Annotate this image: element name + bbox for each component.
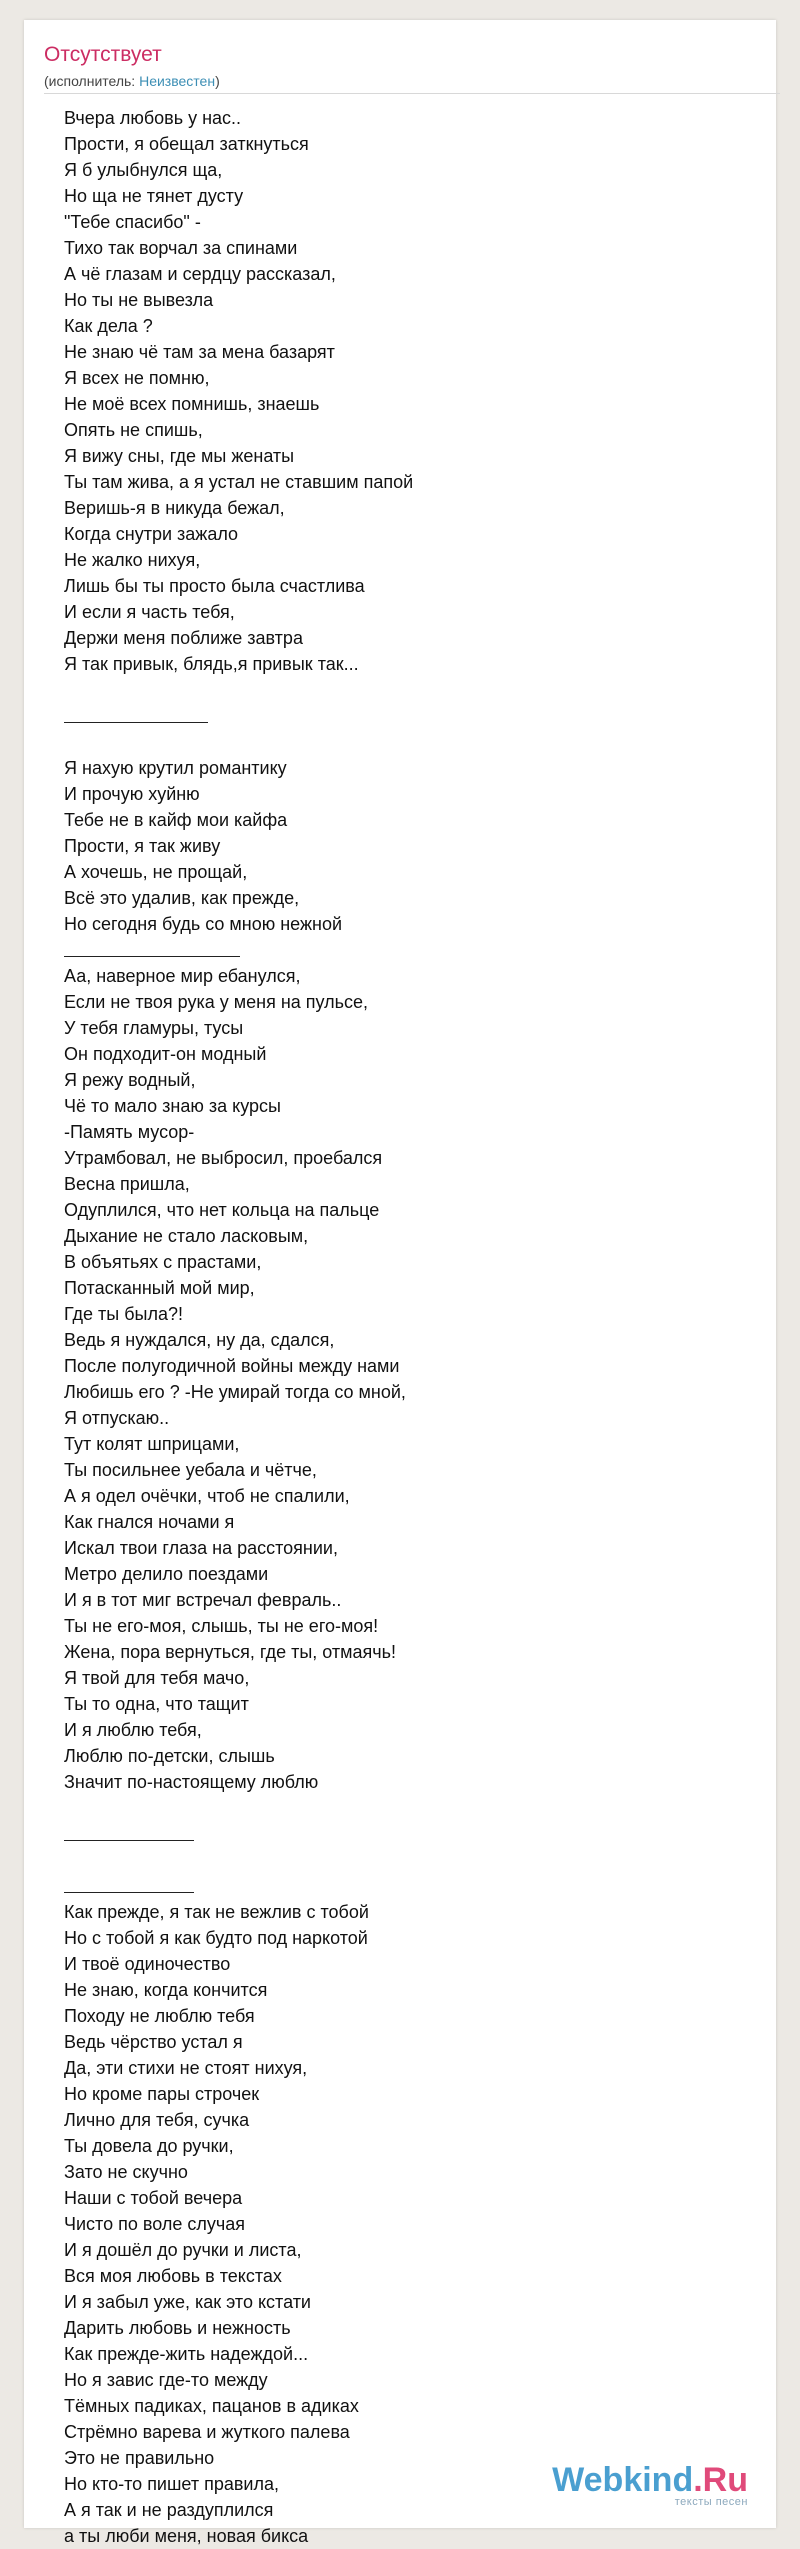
song-title: Отсутствует [44, 43, 162, 66]
lyric-line: Жена, пора вернуться, где ты, отмаячь! [64, 1642, 397, 1662]
lyric-line: Ты то одна, что тащит [64, 1694, 249, 1714]
site-logo[interactable] [552, 2462, 748, 2508]
lyric-line: Тут колят шприцами, [64, 1434, 240, 1454]
lyric-line: И я в тот миг встречал февраль.. [64, 1590, 342, 1610]
lyric-line: -Память мусор- [64, 1122, 195, 1142]
lyric-line: И если я часть тебя, [64, 602, 235, 622]
verse-divider-3 [64, 1821, 756, 1847]
lyric-line: Как прежде, я так не вежлив с тобой [64, 1902, 369, 1922]
artist-suffix: ) [215, 73, 220, 89]
verse-divider-1 [64, 703, 756, 729]
lyric-line: а ты люби меня, новая бикса [64, 2526, 309, 2546]
lyrics-card [24, 20, 776, 2546]
lyric-line: Я отпускаю.. [64, 1408, 170, 1428]
lyric-line: Значит по-настоящему люблю [64, 1772, 319, 1792]
blank-line [64, 729, 756, 755]
lyric-line: Не знаю, когда кончится [64, 1980, 268, 2000]
lyric-line: В объятьях с прастами, [64, 1252, 262, 1272]
lyric-line: Тихо так ворчал за спинами [64, 238, 298, 258]
lyric-line: Аа, наверное мир ебанулся, [64, 966, 301, 986]
logo-brand-main: Webkind [552, 2461, 694, 2499]
lyric-line: Я нахую крутил романтику [64, 758, 287, 778]
logo-tagline: тексты песен [674, 2496, 748, 2508]
lyric-line: Я так привык, блядь,я привык так... [64, 654, 359, 674]
verse-block-3 [64, 963, 756, 1795]
lyric-line: Но с тобой я как будто под наркотой [64, 1928, 368, 1948]
verse-block-4 [64, 1899, 756, 2549]
lyric-line: Но я завис где-то между [64, 2370, 268, 2390]
lyric-line: И я забыл уже, как это кстати [64, 2292, 311, 2312]
lyric-line: Не знаю чё там за мена базарят [64, 342, 335, 362]
lyric-line: Лишь бы ты просто была счастлива [64, 576, 365, 596]
lyric-line: Я всех не помню, [64, 368, 210, 388]
lyric-line: Как прежде-жить надеждой... [64, 2344, 309, 2364]
lyric-line: Но сегодня будь со мною нежной [64, 914, 343, 934]
lyric-line: И прочую хуйню [64, 784, 200, 804]
lyric-line: Стрёмно варева и жуткого палева [64, 2422, 350, 2442]
artist-line [44, 72, 756, 90]
lyric-line: Искал твои глаза на расстоянии, [64, 1538, 338, 1558]
lyric-line: Тебе не в кайф мои кайфа [64, 810, 288, 830]
lyric-line: Ты посильнее уебала и чётче, [64, 1460, 317, 1480]
lyric-line: "Тебе спасибо" - [64, 212, 201, 232]
lyric-line: Дарить любовь и нежность [64, 2318, 291, 2338]
lyric-line: Но кто-то пишет правила, [64, 2474, 279, 2494]
lyric-line: Прости, я обещал заткнуться [64, 134, 309, 154]
artist-link[interactable]: Неизвестен [139, 73, 216, 89]
lyric-line: У тебя гламуры, тусы [64, 1018, 244, 1038]
lyric-line: Ведь я нуждался, ну да, сдался, [64, 1330, 335, 1350]
artist-prefix: (исполнитель: [44, 73, 140, 89]
lyric-line: Ты не его-моя, слышь, ты не его-моя! [64, 1616, 379, 1636]
lyric-line: А чё глазам и сердцу рассказал, [64, 264, 336, 284]
lyric-line: Как дела ? [64, 316, 153, 336]
lyric-line: Лично для тебя, сучка [64, 2110, 250, 2130]
lyric-line: Ведь чёрство устал я [64, 2032, 243, 2052]
lyric-line: Утрамбовал, не выбросил, проебался [64, 1148, 383, 1168]
lyrics-body [44, 94, 756, 2549]
verse-block-2 [64, 755, 756, 937]
lyric-line: Люблю по-детски, слышь [64, 1746, 275, 1766]
lyric-line: Как гнался ночами я [64, 1512, 235, 1532]
lyric-line: Когда снутри зажало [64, 524, 239, 544]
lyric-line: А хочешь, не прощай, [64, 862, 248, 882]
lyric-line: Тёмных падиках, пацанов в адиках [64, 2396, 359, 2416]
lyric-line: Это не правильно [64, 2448, 215, 2468]
lyric-line: Любишь его ? -Не умирай тогда со мной, [64, 1382, 406, 1402]
lyric-line: Ты там жива, а я устал не ставшим папой [64, 472, 414, 492]
blank-line [64, 1847, 756, 1873]
lyric-line: Где ты была?! [64, 1304, 184, 1324]
lyric-line: Если не твоя рука у меня на пульсе, [64, 992, 369, 1012]
lyric-line: Да, эти стихи не стоят нихуя, [64, 2058, 308, 2078]
lyric-line: Я б улыбнулся ща, [64, 160, 223, 180]
logo-brand-domain: .Ru [693, 2461, 748, 2499]
lyric-line: Ты довела до ручки, [64, 2136, 234, 2156]
lyric-line: Вчера любовь у нас.. [64, 108, 242, 128]
logo-brand [552, 2462, 748, 2498]
lyric-line: Не жалко нихуя, [64, 550, 201, 570]
lyric-line: Но кроме пары строчек [64, 2084, 260, 2104]
verse-divider-4 [64, 1873, 756, 1899]
blank-line [64, 1795, 756, 1821]
lyric-line: Он подходит-он модный [64, 1044, 267, 1064]
lyric-line: Наши с тобой вечера [64, 2188, 243, 2208]
lyric-line: Опять не спишь, [64, 420, 203, 440]
lyric-line: Вся моя любовь в текстах [64, 2266, 282, 2286]
lyric-line: Я твой для тебя мачо, [64, 1668, 250, 1688]
lyric-line: Прости, я так живу [64, 836, 221, 856]
lyric-line: Чё то мало знаю за курсы [64, 1096, 281, 1116]
lyric-line: Всё это удалив, как прежде, [64, 888, 300, 908]
lyric-line: Чисто по воле случая [64, 2214, 245, 2234]
lyric-line: И я люблю тебя, [64, 1720, 202, 1740]
lyric-line: А я одел очёчки, чтоб не спалили, [64, 1486, 350, 1506]
lyric-line: И я дошёл до ручки и листа, [64, 2240, 302, 2260]
lyric-line: Я режу водный, [64, 1070, 196, 1090]
lyric-line: Но ты не вывезла [64, 290, 214, 310]
lyric-line: Потасканный мой мир, [64, 1278, 255, 1298]
lyric-line: Я вижу сны, где мы женаты [64, 446, 295, 466]
lyric-line: После полугодичной войны между нами [64, 1356, 400, 1376]
lyric-line: Зато не скучно [64, 2162, 188, 2182]
lyric-line: Метро делило поездами [64, 1564, 269, 1584]
lyric-line: Походу не люблю тебя [64, 2006, 255, 2026]
blank-line [64, 677, 756, 703]
lyric-line: А я так и не раздуплился [64, 2500, 274, 2520]
lyric-line: Но ща не тянет дусту [64, 186, 244, 206]
lyric-line: Весна пришла, [64, 1174, 190, 1194]
verse-block-1 [64, 105, 756, 677]
verse-divider-2 [64, 937, 756, 963]
lyric-line: Не моё всех помнишь, знаешь [64, 394, 320, 414]
lyric-line: Веришь-я в никуда бежал, [64, 498, 285, 518]
lyric-line: Держи меня поближе завтра [64, 628, 303, 648]
lyric-line: Дыхание не стало ласковым, [64, 1226, 309, 1246]
lyric-line: И твоё одиночество [64, 1954, 231, 1974]
lyric-line: Одуплился, что нет кольца на пальце [64, 1200, 380, 1220]
